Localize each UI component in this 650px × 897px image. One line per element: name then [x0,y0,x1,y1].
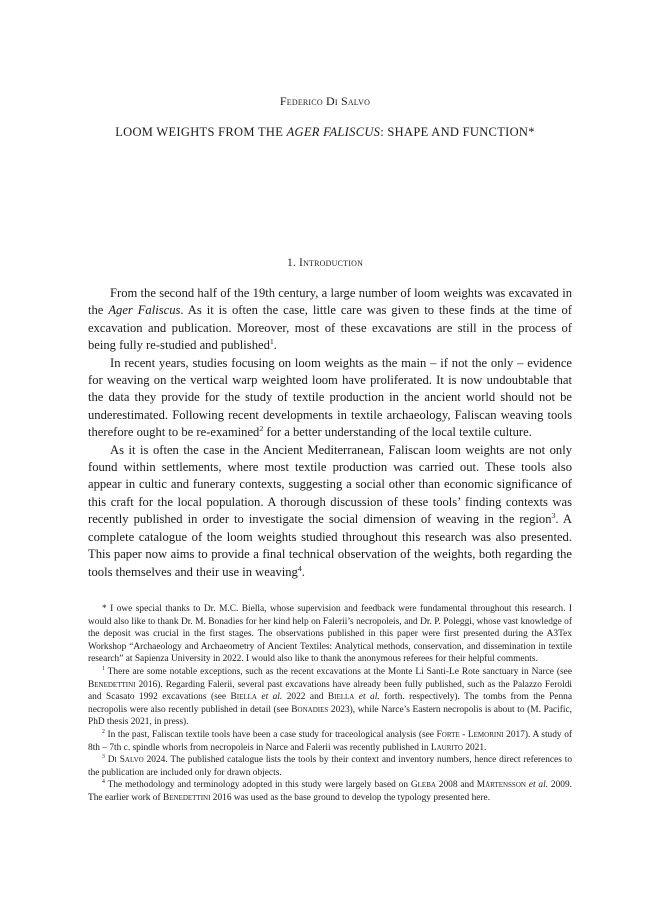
footnote-star: * I owe special thanks to Dr. M.C. Biella, whose supervision and feedback were fundamental throughout this research. I would also like to thank Dr. M. Bonadies for her kind help on Falerii’s necropoleis, and Dr. P. Poleggi, whose vast knowledge of the deposit was crucial in the first stages. The observations published in this paper were first presented during the A3Tex Workshop “Archaeology and Archaeometry of Ancient Textiles: Analytical methods, conservation, and dissemination in textile research” at Sapienza University in 2022. I would also like to thank the anonymous referees for their helpful comments. [88,604,572,665]
footnote-4: $^4$ The methodology and terminology adopted in this study were largely based on Gleba 2008 and Mårtensson et al. 2009. The earlier work of Benedettini 2016 was used as the base ground to develop the typology presented here. [88,779,572,803]
paragraph-3: As it is often the case in the Ancient Mediterranean, Faliscan loom weights are not only found within settlements, where most textile production was carried out. These tools also appear in cultic and funerary contexts, suggesting a social other than economic significance of this craft for the local population. A thorough discussion of these tools’ finding contexts was recently published in order to investigate the social dimension of weaving in the region$^3$. A complete catalogue of the loom weights studied throughout this research was also presented. This paper now aims to provide a final technical observation of the weights, both regarding the tools themselves and their use in weaving$^4$. [88,442,572,579]
title-text-end: : SHAPE AND FUNCTION [380,125,529,139]
paper-title [0,125,650,140]
title-footnote-mark: * [528,125,535,139]
footnote-mark: 3 [102,754,105,760]
title-italic: AGER FALISCUS [286,125,381,139]
footnote-3: $^3$ Di Salvo 2024. The published catalogue lists the tools by their context and inventory numbers, hence direct references to the publication are included only for drawn objects. [88,754,573,778]
footnote-ref: 1 [269,337,274,347]
paragraph-2: In recent years, studies focusing on loom weights as the main – if not the only – evidence for weaving on the vertical warp weighted loom have proliferated. It is now undoubtable that the data they provide for the study of textile production in the ancient world should not be underestimated. Following recent developments in textile archaeology, Faliscan weaving tools therefore ought to be re-examined$^2$ for a better understanding of the local textile culture. [88,355,572,440]
paragraph-1: From the second half of the 19th century, a large number of loom weights was excavated in the Ager Faliscus. As it is often the case, little care was given to these finds at the time of excavation and publication. Moreover, most of these excavations are still in the process of being fully re-studied and published$^1$. [88,286,572,353]
section-heading: 1. Introduction [286,257,364,269]
footnote-mark: 1 [102,665,105,672]
footnote-mark: 4 [102,779,105,786]
footnotes [88,603,572,805]
footnote-ref: 4 [297,563,302,573]
footnote-mark: 2 [102,728,105,735]
footnote-2: $^2$ In the past, Faliscan textile tools have been a case study for traceological analysis (see Forte - Lemorini 2017). A study of 8th – 7th c. spindle whorls from necropoleis in Narce and Falerii was recently published in Laurito 2021. [88,728,573,753]
footnote-1: $^1$ There are some notable exceptions, such as the recent excavations at the Monte Li Santi-Le Rote sanctuary in Narce (see Benedettini 2016). Regarding Falerii, several past excavations have already been fully published, such as the Palazzo Feroldi and Scasato 1992 excavations (see Biella et al. 2022 and Biella et al. forth. respectively). The tombs from the Penna necropolis were also recently published in detail (see Bonadies 2023), while Narce’s Eastern necropolis is about to (M. Pacific, PhD thesis 2021, in press). [88,665,572,728]
body-text [88,285,572,581]
footnote-ref: 3 [551,511,556,521]
italic-term: Ager Faliscus [108,303,181,318]
footnote-mark: * [102,604,107,614]
title-text: LOOM WEIGHTS FROM THE [115,125,287,139]
footnote-ref: 2 [259,424,264,434]
author-name: Federico Di Salvo [279,94,371,108]
